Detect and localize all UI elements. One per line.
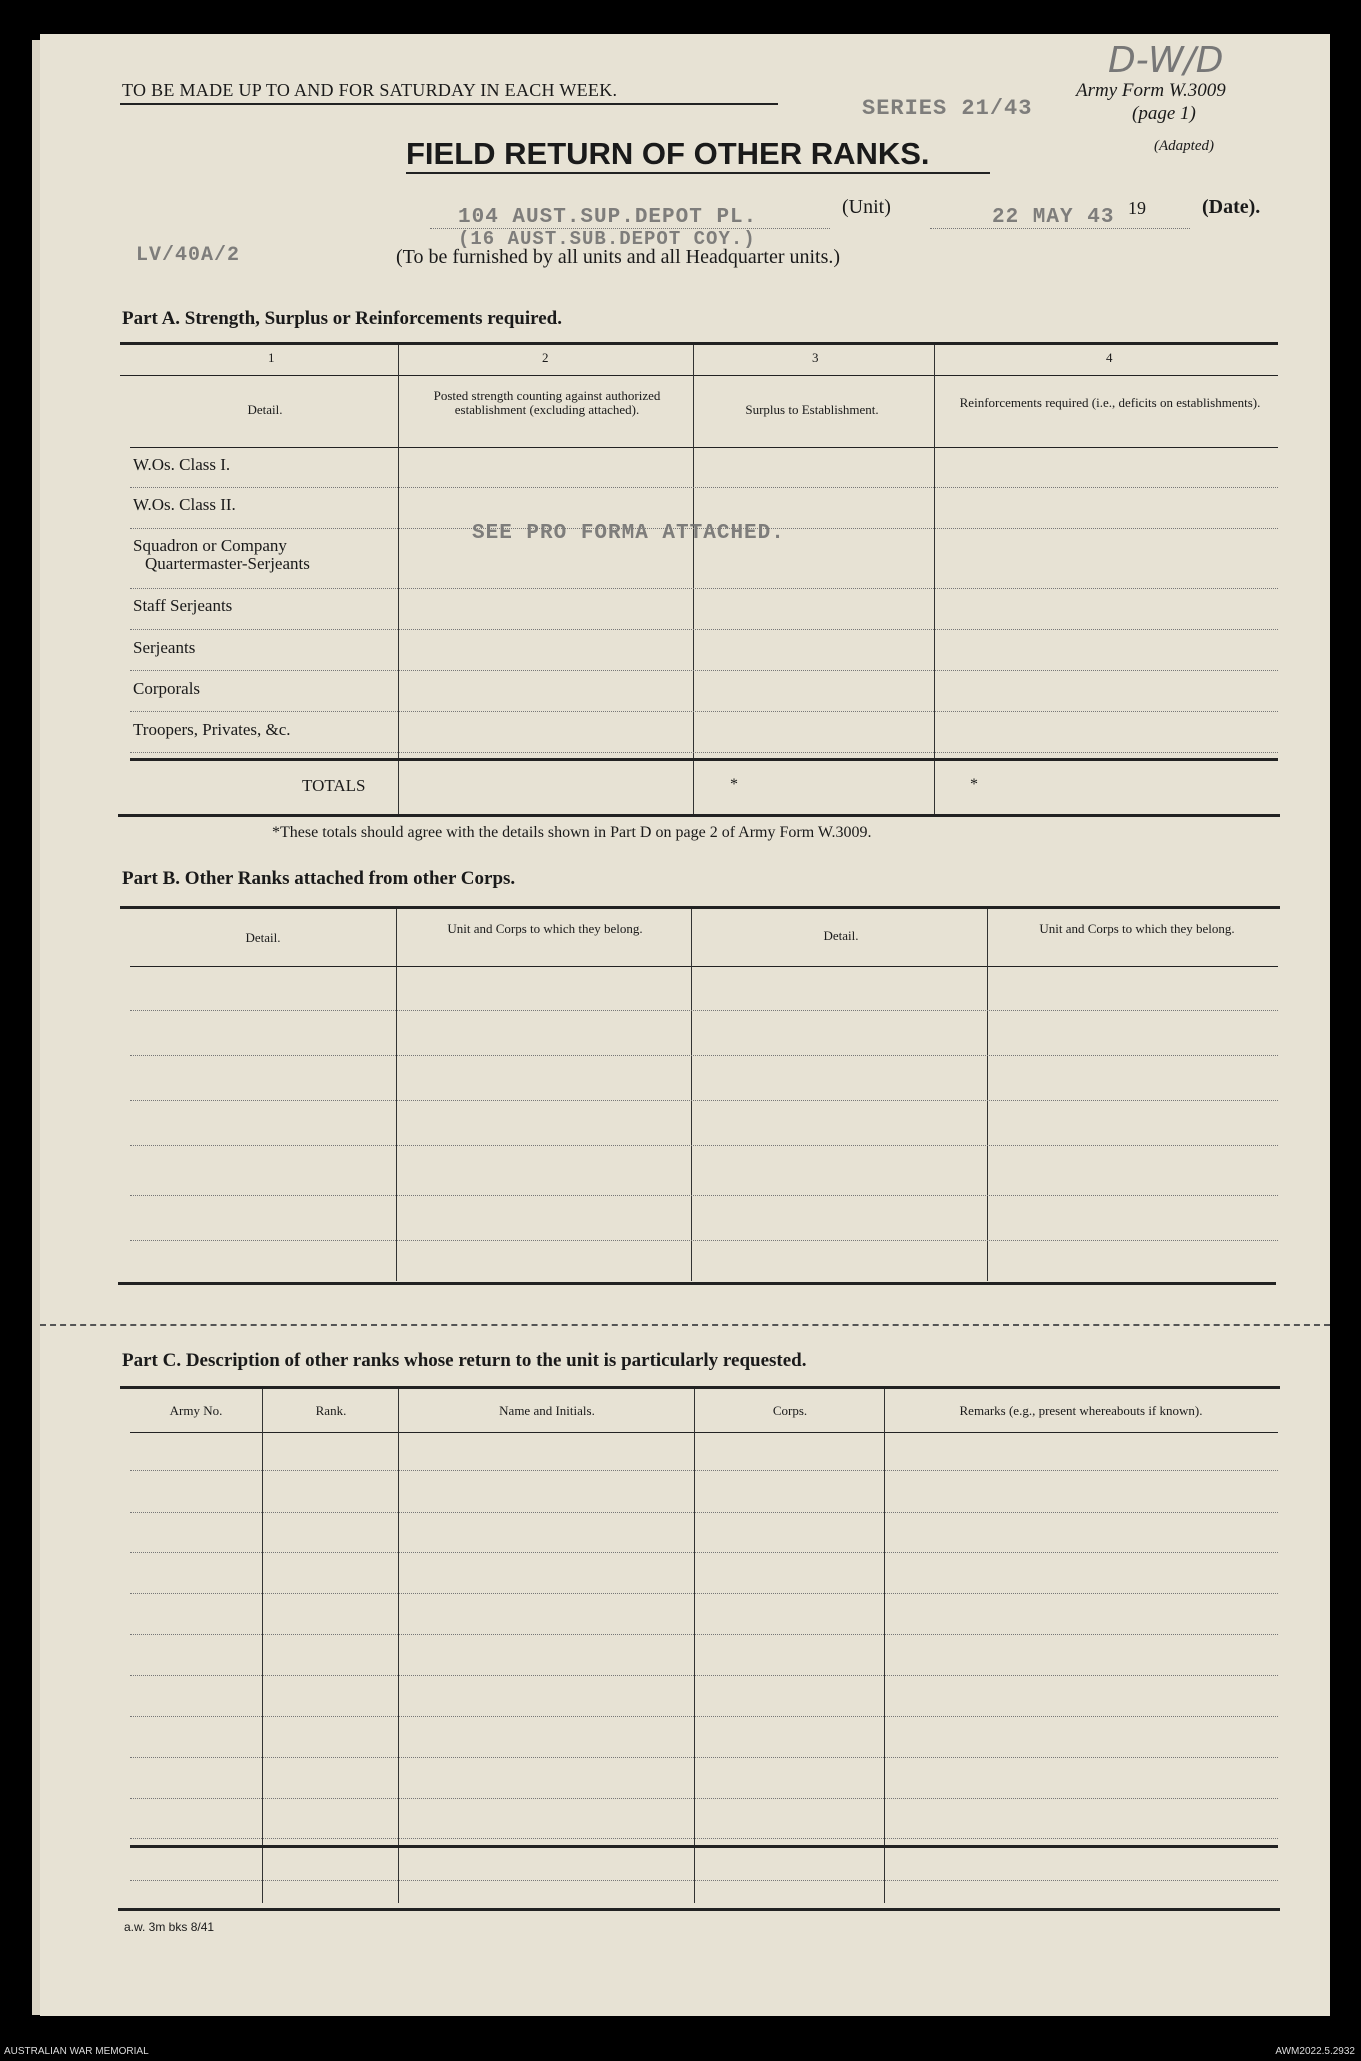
part-a-col-number-1: 1 bbox=[268, 350, 275, 365]
part-c-divider-3 bbox=[694, 1389, 695, 1903]
part-c-row-line bbox=[130, 1880, 1278, 1881]
part-a-footnote: *These totals should agree with the details shown in Part D on page 2 of Army Form W.3009. bbox=[272, 824, 872, 841]
part-c-heading: Part C. Description of other ranks whose return to the unit is particularly requested. bbox=[122, 1350, 807, 1371]
part-a-top-rule bbox=[120, 342, 1278, 345]
year-prefix: 19 bbox=[1128, 198, 1146, 218]
part-a-row-line bbox=[130, 629, 1278, 630]
part-c-divider-4 bbox=[884, 1389, 885, 1903]
part-a-row-line bbox=[130, 752, 1278, 753]
part-a-row-line bbox=[130, 588, 1278, 589]
part-a-row-line bbox=[130, 528, 1278, 529]
part-b-bottom-rule bbox=[118, 1282, 1276, 1285]
part-a-heading: Part A. Strength, Surplus or Reinforcements required. bbox=[122, 308, 562, 329]
part-a-row-serjeants: Serjeants bbox=[133, 638, 196, 657]
part-a-row-staff-serjeants: Staff Serjeants bbox=[133, 596, 233, 615]
part-a-reinforcement-asterisk: * bbox=[970, 776, 978, 793]
pro-forma-note: SEE PRO FORMA ATTACHED. bbox=[472, 522, 785, 545]
part-a-row-corporals: Corporals bbox=[133, 679, 201, 698]
handwritten-annotation: D-W/D bbox=[1108, 40, 1224, 81]
subtitle: (To be furnished by all units and all Headquarter units.) bbox=[396, 246, 841, 268]
unit-label: (Unit) bbox=[842, 196, 891, 218]
part-a-row-line bbox=[130, 711, 1278, 712]
part-a-number-rule bbox=[120, 375, 1278, 376]
part-b-divider-1 bbox=[396, 909, 397, 1281]
part-a-totals-label: TOTALS bbox=[302, 776, 366, 795]
part-c-top-rule bbox=[120, 1386, 1280, 1389]
unit-dotted-line bbox=[430, 228, 830, 229]
part-a-row-wo-class-2: W.Os. Class II. bbox=[133, 495, 236, 514]
part-a-col-number-3: 3 bbox=[812, 350, 819, 365]
part-b-divider-3 bbox=[987, 909, 988, 1281]
part-a-header-detail: Detail. bbox=[247, 402, 283, 417]
form-sheet bbox=[40, 34, 1330, 2016]
unit-typed: 104 AUST.SUP.DEPOT PL. bbox=[458, 206, 758, 229]
part-b-row-line bbox=[130, 1010, 1278, 1011]
part-a-row-wo-class-1: W.Os. Class I. bbox=[133, 455, 231, 474]
part-a-row-troopers: Troopers, Privates, &c. bbox=[133, 720, 291, 739]
part-c-row-line bbox=[130, 1838, 1278, 1839]
part-a-surplus-asterisk: * bbox=[730, 776, 738, 793]
part-c-row-line bbox=[130, 1716, 1278, 1717]
part-a-row-line bbox=[130, 670, 1278, 671]
part-b-divider-2 bbox=[691, 909, 692, 1281]
part-b-header-unit-2: Unit and Corps to which they belong. bbox=[1039, 921, 1235, 936]
part-a-divider-3 bbox=[934, 345, 935, 815]
part-a-header-rule bbox=[130, 447, 1278, 448]
footer-attribution: AUSTRALIAN WAR MEMORIAL bbox=[4, 2046, 149, 2057]
perforation-line bbox=[40, 1324, 1330, 1326]
part-c-header-corps: Corps. bbox=[772, 1403, 808, 1418]
part-a-divider-1 bbox=[398, 345, 399, 815]
part-b-top-rule bbox=[120, 906, 1280, 909]
part-c-header-remarks: Remarks (e.g., present whereabouts if known). bbox=[959, 1403, 1203, 1418]
date-typed: 22 MAY 43 bbox=[992, 206, 1115, 229]
part-b-header-unit-1: Unit and Corps to which they belong. bbox=[447, 921, 643, 936]
date-label: (Date). bbox=[1202, 196, 1261, 218]
serial-stamp: SERIES 21/43 bbox=[862, 96, 1033, 121]
part-c-row-line bbox=[130, 1675, 1278, 1676]
form-title: FIELD RETURN OF OTHER RANKS. bbox=[406, 136, 930, 171]
form-number: Army Form W.3009 bbox=[1076, 80, 1226, 101]
part-b-heading: Part B. Other Ranks attached from other Corps. bbox=[122, 868, 516, 889]
part-c-row-line bbox=[130, 1552, 1278, 1553]
part-c-header-name: Name and Initials. bbox=[499, 1403, 595, 1418]
part-b-header-rule bbox=[130, 966, 1278, 967]
part-b-row-line bbox=[130, 1240, 1278, 1241]
date-dotted-line bbox=[930, 228, 1190, 229]
part-a-row-squadron: Squadron or Company bbox=[133, 536, 287, 555]
title-underline bbox=[406, 172, 990, 174]
part-c-row-line bbox=[130, 1798, 1278, 1799]
instruction-text: TO BE MADE UP TO AND FOR SATURDAY IN EACH WEEK. bbox=[122, 80, 618, 100]
part-c-row-line bbox=[130, 1593, 1278, 1594]
part-b-header-detail-2: Detail. bbox=[823, 928, 859, 943]
instruction-underline bbox=[120, 103, 778, 105]
part-a-totals-rule bbox=[130, 758, 1278, 761]
part-a-row-line bbox=[130, 487, 1278, 488]
part-a-col-number-4: 4 bbox=[1106, 350, 1113, 365]
part-c-row-line bbox=[130, 1512, 1278, 1513]
part-c-bottom-rule bbox=[118, 1908, 1280, 1911]
part-b-row-line bbox=[130, 1195, 1278, 1196]
part-a-divider-2 bbox=[693, 345, 694, 815]
part-c-row-line bbox=[130, 1470, 1278, 1471]
footer-accession-number: AWM2022.5.2932 bbox=[1275, 2046, 1355, 2057]
part-b-row-line bbox=[130, 1055, 1278, 1056]
part-a-header-reinforcements: Reinforcements required (i.e., deficits on establishments). bbox=[959, 395, 1261, 410]
part-a-header-surplus: Surplus to Establishment. bbox=[745, 402, 879, 417]
part-c-divider-2 bbox=[398, 1389, 399, 1903]
page-number: (page 1) bbox=[1132, 103, 1196, 124]
part-c-totals-rule bbox=[130, 1845, 1278, 1848]
part-a-bottom-rule bbox=[118, 814, 1280, 817]
part-b-row-line bbox=[130, 1100, 1278, 1101]
part-c-header-rank: Rank. bbox=[315, 1403, 347, 1418]
unit-typed-2: (16 AUST.SUB.DEPOT COY.) bbox=[458, 228, 756, 250]
part-c-header-army-no: Army No. bbox=[169, 1403, 223, 1418]
part-b-header-detail-1: Detail. bbox=[245, 930, 281, 945]
part-a-row-qm-serjeants: Quartermaster-Serjeants bbox=[145, 554, 310, 573]
part-c-header-rule bbox=[130, 1432, 1278, 1433]
part-c-row-line bbox=[130, 1757, 1278, 1758]
reference-typed: LV/40A/2 bbox=[136, 244, 241, 267]
part-c-row-line bbox=[130, 1634, 1278, 1635]
part-c-divider-1 bbox=[262, 1389, 263, 1903]
adapted-note: (Adapted) bbox=[1154, 138, 1214, 154]
printer-mark: a.w. 3m bks 8/41 bbox=[124, 1920, 215, 1934]
part-a-col-number-2: 2 bbox=[542, 350, 549, 365]
part-b-row-line bbox=[130, 1145, 1278, 1146]
part-a-header-posted: Posted strength counting against authorized establishment (excluding attached). bbox=[433, 388, 661, 417]
